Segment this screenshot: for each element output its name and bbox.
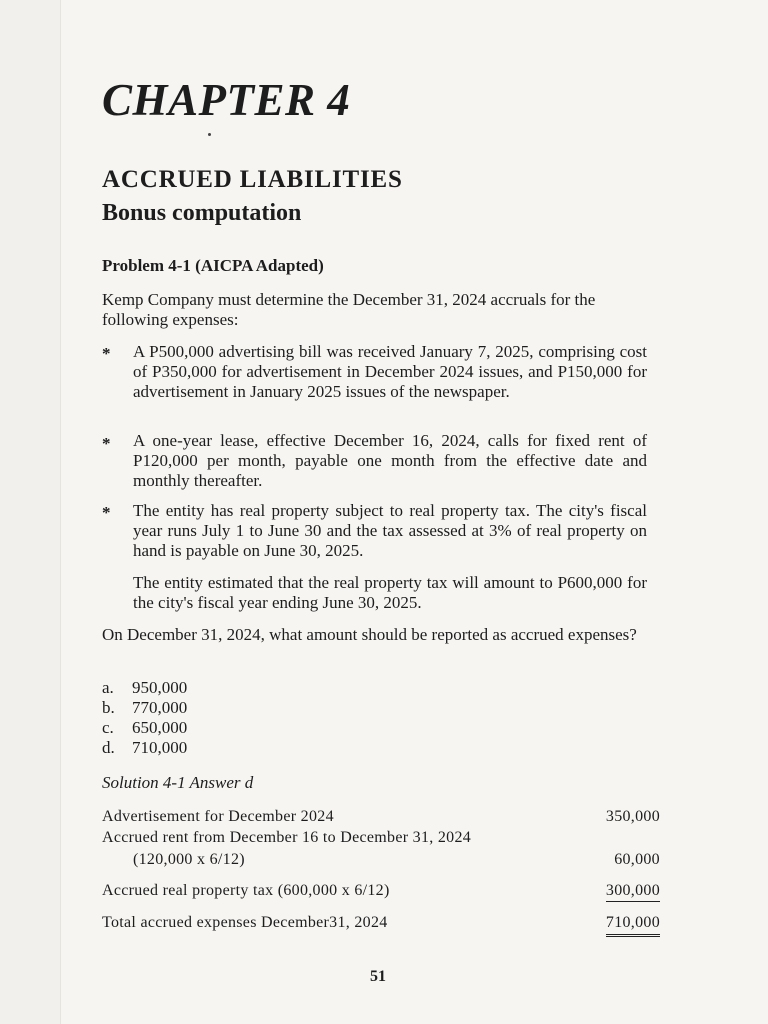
section-subtitle: Bonus computation [102, 200, 302, 226]
bullet-lease: A one-year lease, effective December 16, 2024, calls for fixed rent of P120,000 per month, payable one month from the effective date and monthly thereafter. [133, 431, 647, 490]
row-label: Total accrued expenses December31, 2024 [102, 914, 388, 931]
bullet-marker: * [102, 434, 111, 453]
solution-row-total [102, 914, 660, 936]
row-label: Accrued real property tax (600,000 x 6/12) [102, 882, 390, 899]
chapter-title: CHAPTER 4 [102, 75, 351, 125]
row-amount: 300,000 [606, 882, 660, 902]
option-c: c. 650,000 [102, 718, 188, 737]
row-amount: 60,000 [614, 851, 660, 868]
solution-row-rent-computation [102, 851, 660, 873]
option-a: a. 950,000 [102, 678, 188, 697]
problem-heading: Problem 4-1 (AICPA Adapted) [102, 256, 324, 275]
row-amount: 350,000 [605, 808, 660, 825]
bullet-marker: * [102, 503, 111, 522]
option-d: d. 710,000 [102, 738, 188, 757]
page-number: 51 [370, 968, 386, 985]
bullet-advertising: A P500,000 advertising bill was received January 7, 2025, comprising cost of P350,000 for advertisement in December 2024 issues, and P150,000 for advertisement in January 2025 issues of the newspaper. [133, 342, 647, 401]
solution-row-property-tax [102, 882, 660, 904]
row-label: Accrued rent from December 16 to December 31, 2024 [102, 829, 472, 846]
section-title: ACCRUED LIABILITIES [102, 166, 403, 193]
row-label: Advertisement for December 2024 [102, 808, 334, 825]
bullet-marker: * [102, 344, 111, 363]
answer-options [102, 678, 187, 758]
solution-row-advertisement [102, 808, 660, 830]
solution-heading: Solution 4-1 Answer d [102, 773, 254, 792]
property-tax-note: The entity estimated that the real property tax will amount to P600,000 for the city's fiscal year ending June 30, 2025. [133, 573, 647, 612]
solution-row-rent [102, 829, 660, 851]
row-amount-total: 710,000 [606, 914, 660, 937]
print-speck [208, 133, 211, 136]
option-b: b. 770,000 [102, 698, 188, 717]
problem-question: On December 31, 2024, what amount should be reported as accrued expenses? [102, 625, 637, 644]
bullet-property-tax: The entity has real property subject to real property tax. The city's fiscal year runs July 1 to June 30 and the tax assessed at 3% of real property on hand is payable on June 30, 2025. [133, 501, 647, 560]
problem-intro: Kemp Company must determine the December 31, 2024 accruals for the following expenses: [102, 290, 596, 329]
row-label: (120,000 x 6/12) [133, 851, 245, 868]
